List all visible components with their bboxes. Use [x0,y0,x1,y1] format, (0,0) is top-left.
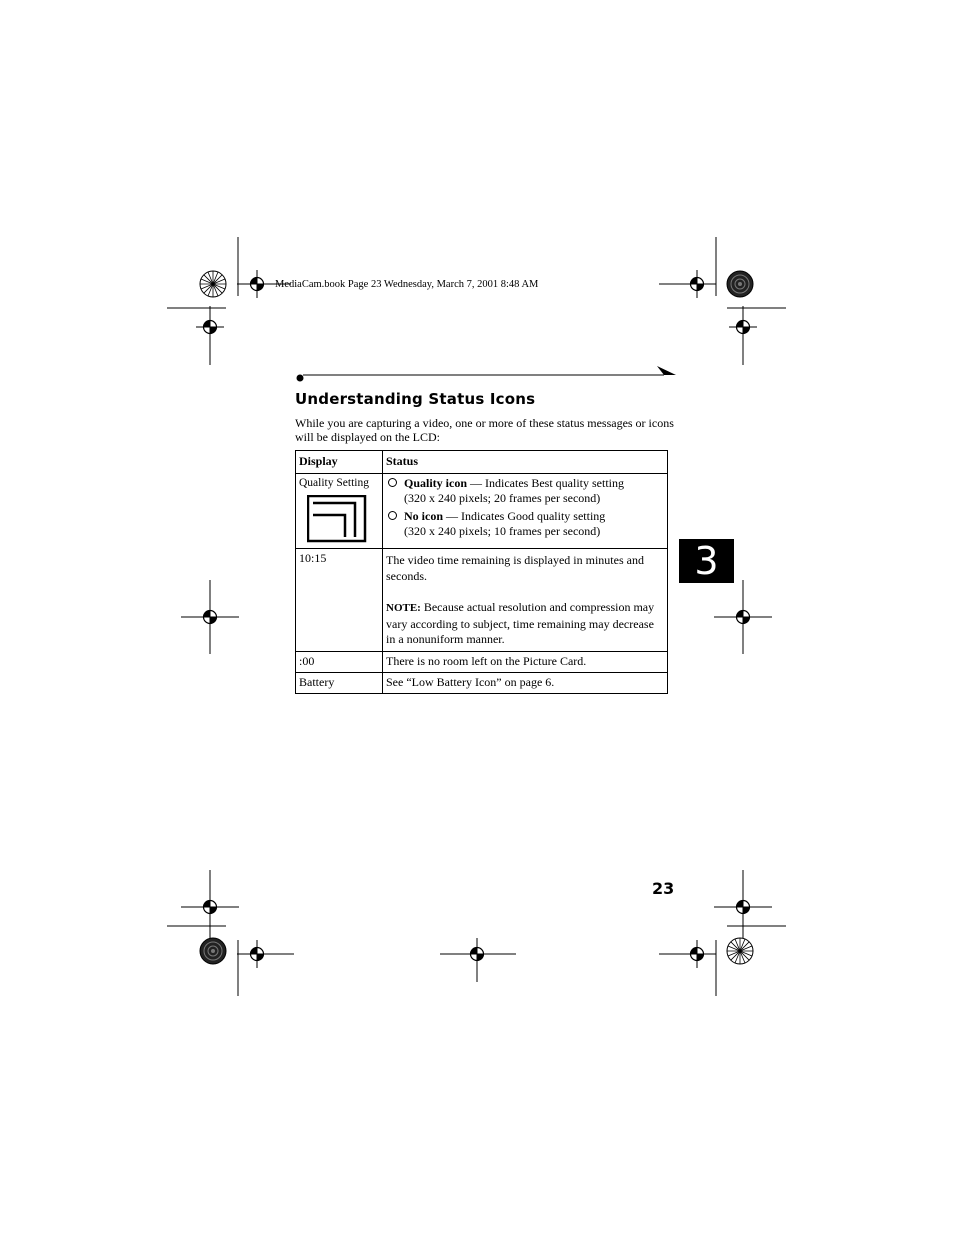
bullet-circle-icon [388,511,397,520]
quality-setting-icon [307,495,367,543]
list-item: No icon — Indicates Good quality setting (320 x 240 pixels; 10 frames per second) [386,509,664,539]
book-header: MediaCam.book Page 23 Wednesday, March 7, 2001 8:48 AM [275,279,539,290]
section-title: Understanding Status Icons [295,390,536,408]
status-icons-table [295,450,668,694]
table-header-row [296,451,668,474]
header-status: Status [386,454,419,468]
table-row: :00 There is no room left on the Picture Card. [296,651,668,672]
table-row [296,549,668,652]
chapter-tab: 3 [679,539,734,583]
intro-paragraph: While you are capturing a video, one or more of these status messages or icons will be displayed on the LCD: [295,416,674,444]
table-row [296,474,668,549]
table-row: Battery See “Low Battery Icon” on page 6. [296,672,668,693]
display-time: 10:15 [299,551,327,565]
page-number: 23 [652,879,675,898]
list-item: Quality icon — Indicates Best quality setting (320 x 240 pixels; 20 frames per second) [386,476,664,506]
bullet-circle-icon [388,478,397,487]
note-paragraph: NOTE: Because actual resolution and compression may vary according to subject, time remaining may decrease in a nonuniform manner. [386,600,655,646]
header-display: Display [299,454,338,468]
display-quality-label: Quality Setting [299,477,369,489]
time-status-text: The video time remaining is displayed in minutes and seconds. [386,553,644,583]
